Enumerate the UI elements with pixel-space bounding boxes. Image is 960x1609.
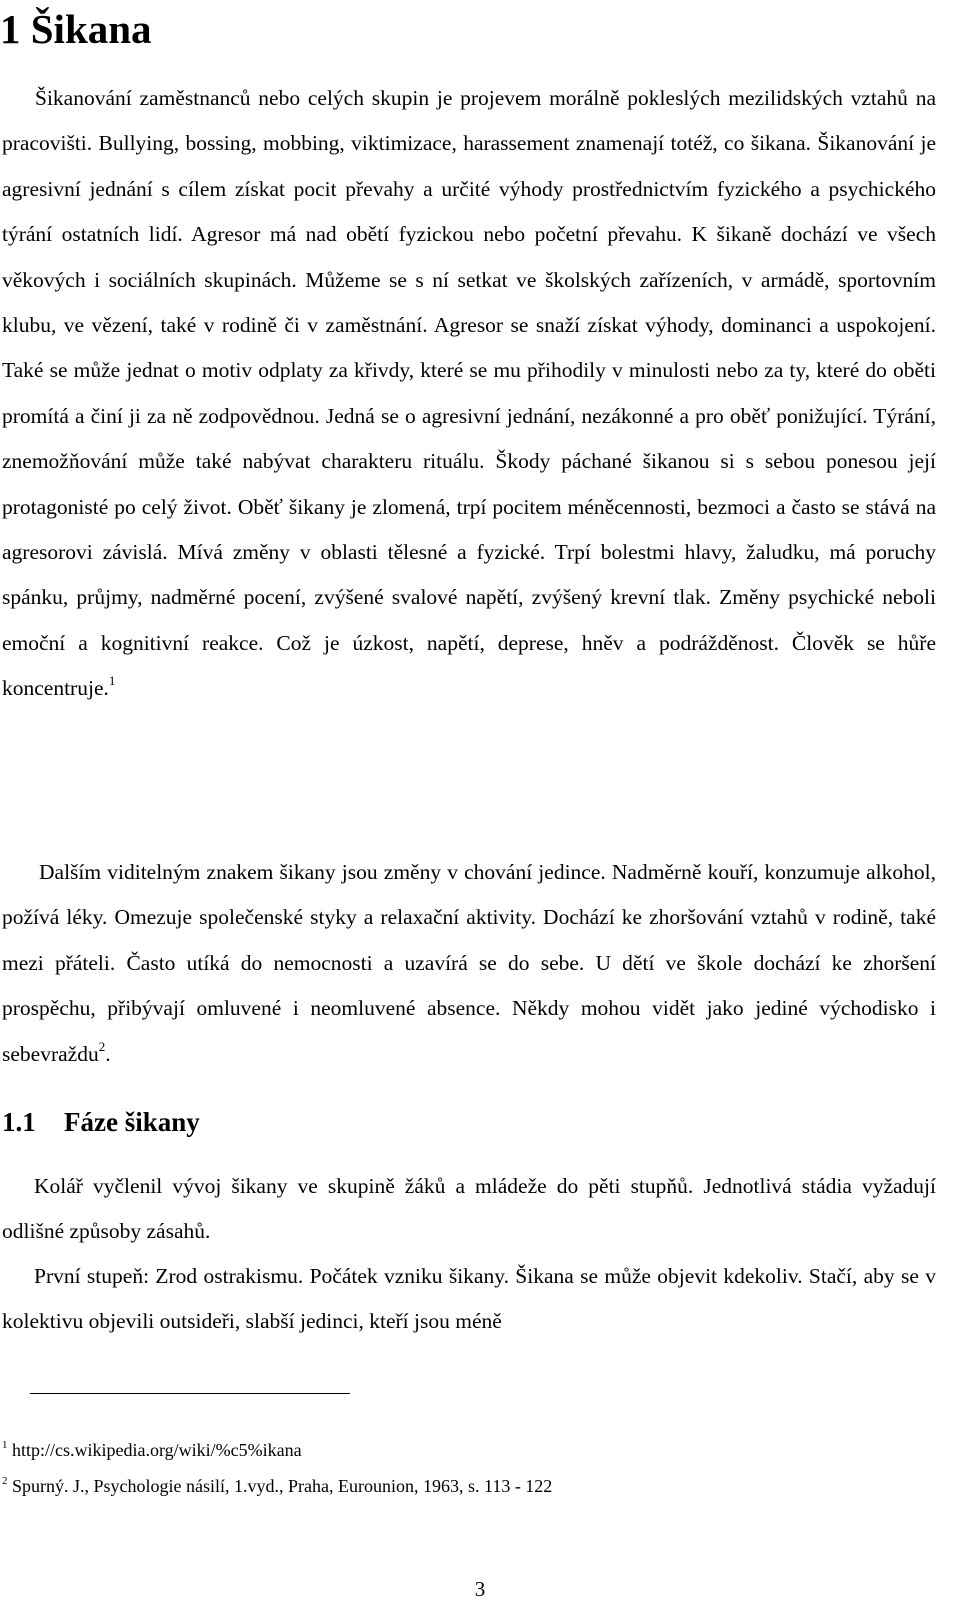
section-number: 1.1 (2, 1107, 36, 1137)
footnote-1-text: http://cs.wikipedia.org/wiki/%c5%ikana (12, 1440, 302, 1460)
chapter-heading: 1 Šikana (0, 6, 152, 52)
paragraph-2 (2, 850, 936, 1077)
footnote-2-text: Spurný. J., Psychologie násilí, 1.vyd., Praha, Eurounion, 1963, s. 113 - 122 (12, 1476, 553, 1496)
paragraph-1-text: Šikanování zaměstnanců nebo celých skupin je projevem morálně pokleslých mezilidských vztahů na pracovišti. Bullying, bossing, mobbing, viktimizace, harassement znamenají totéž, co šikana. Šikanování je agresivní jednání s cílem získat pocit převahy a určité výhody prostřednictvím fyzického a psychického týrání ostatních lidí. Agresor má nad obětí fyzickou nebo početní převahu. K šikaně dochází ve všech věkových i sociálních skupinách. Můžeme se s ní setkat ve školských zařízeních, v armádě, sportovním klubu, ve vězení, také v rodině či v zaměstnání. Agresor se snaží získat výhody, dominanci a uspokojení. Také se může jednat o motiv odplaty za křivdy, které se mu přihodily v minulosti nebo za ty, které do oběti promítá a činí ji za ně zodpovědnou. Jedná se o agresivní jednání, nezákonné a pro oběť ponižující. Týrání, znemožňování může také nabývat charakteru rituálu. Škody páchané šikanou si s sebou ponesou její protagonisté po celý život. Oběť šikany je zlomená, trpí pocitem méněcennosti, bezmoci a často se stává na agresorovi závislá. Mívá změny v oblasti tělesné a fyzické. Trpí bolestmi hlavy, žaludku, má poruchy spánku, průjmy, nadměrné pocení, zvýšené svalové napětí, zvýšený krevní tlak. Změny psychické neboli emoční a kognitivní reakce. Což je úzkost, napětí, deprese, hněv a podrážděnost. Člověk se hůře koncentruje. (2, 86, 936, 701)
footnote-separator (30, 1393, 350, 1394)
paragraph-2-text: Dalším viditelným znakem šikany jsou změny v chování jedince. Nadměrně kouří, konzumuje alkohol, požívá léky. Omezuje společenské styky a relaxační aktivity. Dochází ke zhoršování vztahů v rodině, také mezi přáteli. Často utíká do nemocnosti a uzavírá se do sebe. U dětí ve škole dochází ke zhoršení prospěchu, přibývají omluvené i neomluvené absence. Někdy mohou vidět jako jediné východisko i sebevraždu (2, 860, 936, 1066)
footnote-2-number: 2 (2, 1475, 8, 1487)
paragraph-2-end: . (105, 1041, 111, 1066)
footnote-ref-1: 1 (108, 673, 116, 689)
page-number: 3 (474, 1577, 486, 1601)
paragraph-4: První stupeň: Zrod ostrakismu. Počátek vzniku šikany. Šikana se může objevit kdekoliv. Stačí, aby se v kolektivu objevili outsideři, slabší jedinci, kteří jsou méně (2, 1264, 936, 1334)
footnote-ref-2: 2 (98, 1038, 106, 1054)
footnote-1 (2, 1438, 302, 1462)
section-heading (2, 1102, 200, 1142)
paragraph-3: Kolář vyčlenil vývoj šikany ve skupině žáků a mládeže do pěti stupňů. Jednotlivá stádia vyžadují odlišné způsoby zásahů. (2, 1174, 936, 1244)
footnote-1-number: 1 (2, 1439, 8, 1451)
paragraph-1 (2, 76, 936, 712)
section-title: Fáze šikany (64, 1107, 200, 1137)
footnote-2 (2, 1474, 552, 1498)
